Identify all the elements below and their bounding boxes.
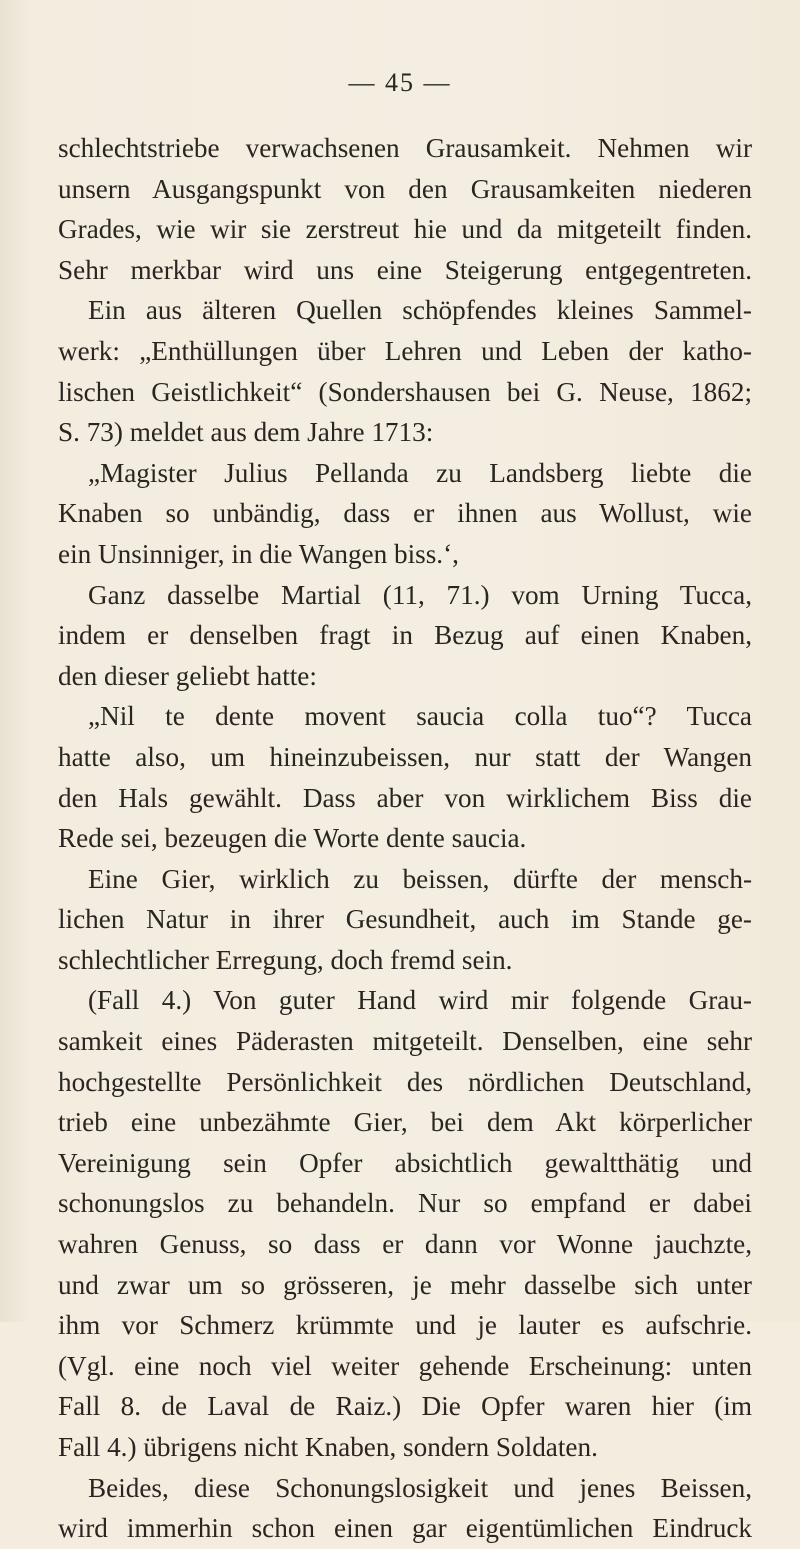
text-line: Rede sei, bezeugen die Worte dente saucia. (58, 823, 527, 854)
text-line: S. 73) meldet aus dem Jahre 1713: (58, 417, 434, 448)
page-number: — 45 — (348, 68, 452, 97)
text-line: Eine Gier, wirklich zu beissen, dürfte der mensch- (88, 863, 752, 894)
text-line: indem er denselben fragt in Bezug auf einen Knaben, (58, 620, 752, 651)
text-line: Ein aus älteren Quellen schöpfendes kleines Sammel- (88, 295, 752, 326)
text-line: Fall 4.) übrigens nicht Knaben, sondern Soldaten. (58, 1432, 598, 1462)
body-text (58, 128, 752, 1549)
text-line: Knaben so unbändig, dass er ihnen aus Wollust, wie (58, 498, 752, 529)
text-line: unsern Ausgangspunkt von den Grausamkeiten niederen (58, 173, 752, 204)
text-line: ihm vor Schmerz krümmte und je lauter es aufschrie. (58, 1310, 752, 1341)
text-line: Fall 8. de Laval de Raiz.) Die Opfer waren hier (im (58, 1391, 752, 1422)
text-line: und zwar um so grösseren, je mehr dasselbe sich unter (58, 1269, 752, 1300)
text-line: lischen Geistlichkeit“ (Sondershausen bei G. Neuse, 1862; (58, 376, 752, 407)
text-line: schlechtstriebe verwachsenen Grausamkeit. Nehmen wir (58, 133, 752, 163)
text-line: Sehr merkbar wird uns eine Steigerung entgegentreten. (58, 254, 752, 285)
text-line: wird immerhin schon einen gar eigentümlichen Eindruck (58, 1513, 752, 1544)
text-line: hochgestellte Persönlichkeit des nördlichen Deutschland, (58, 1066, 752, 1097)
text-line: schlechtlicher Erregung, doch fremd sein. (58, 944, 513, 975)
text-line: schonungslos zu behandeln. Nur so empfand er dabei (58, 1188, 752, 1219)
text-line: lichen Natur in ihrer Gesundheit, auch im Stande ge- (58, 904, 752, 935)
text-line: werk: „Enthüllungen über Lehren und Leben der katho- (58, 335, 752, 366)
text-line: (Vgl. eine noch viel weiter gehende Erscheinung: unten (58, 1350, 752, 1381)
text-line: (Fall 4.) Von guter Hand wird mir folgende Grau- (88, 985, 752, 1016)
text-line: samkeit eines Päderasten mitgeteilt. Denselben, eine sehr (58, 1026, 752, 1057)
text-line: hatte also, um hineinzubeissen, nur statt der Wangen (58, 741, 752, 772)
text-line: trieb eine unbezähmte Gier, bei dem Akt körperlicher (58, 1107, 752, 1138)
text-line: den dieser geliebt hatte: (58, 660, 317, 691)
text-line: Grades, wie wir sie zerstreut hie und da mitgeteilt finden. (58, 214, 752, 245)
text-line: „Magister Julius Pellanda zu Landsberg liebte die (88, 457, 752, 488)
text-line: den Hals gewählt. Dass aber von wirklichem Biss die (58, 782, 752, 813)
text-line: Vereinigung sein Opfer absichtlich gewaltthätig und (58, 1147, 752, 1178)
text-line: wahren Genuss, so dass er dann vor Wonne jauchzte, (58, 1229, 752, 1260)
text-line: Ganz dasselbe Martial (11, 71.) vom Urning Tucca, (88, 579, 752, 610)
text-line: ein Unsinniger, in die Wangen biss.‘, (58, 538, 459, 569)
text-line: Beides, diese Schonungslosigkeit und jenes Beissen, (88, 1472, 752, 1503)
text-line: „Nil te dente movent saucia colla tuo“? Tucca (88, 701, 752, 732)
